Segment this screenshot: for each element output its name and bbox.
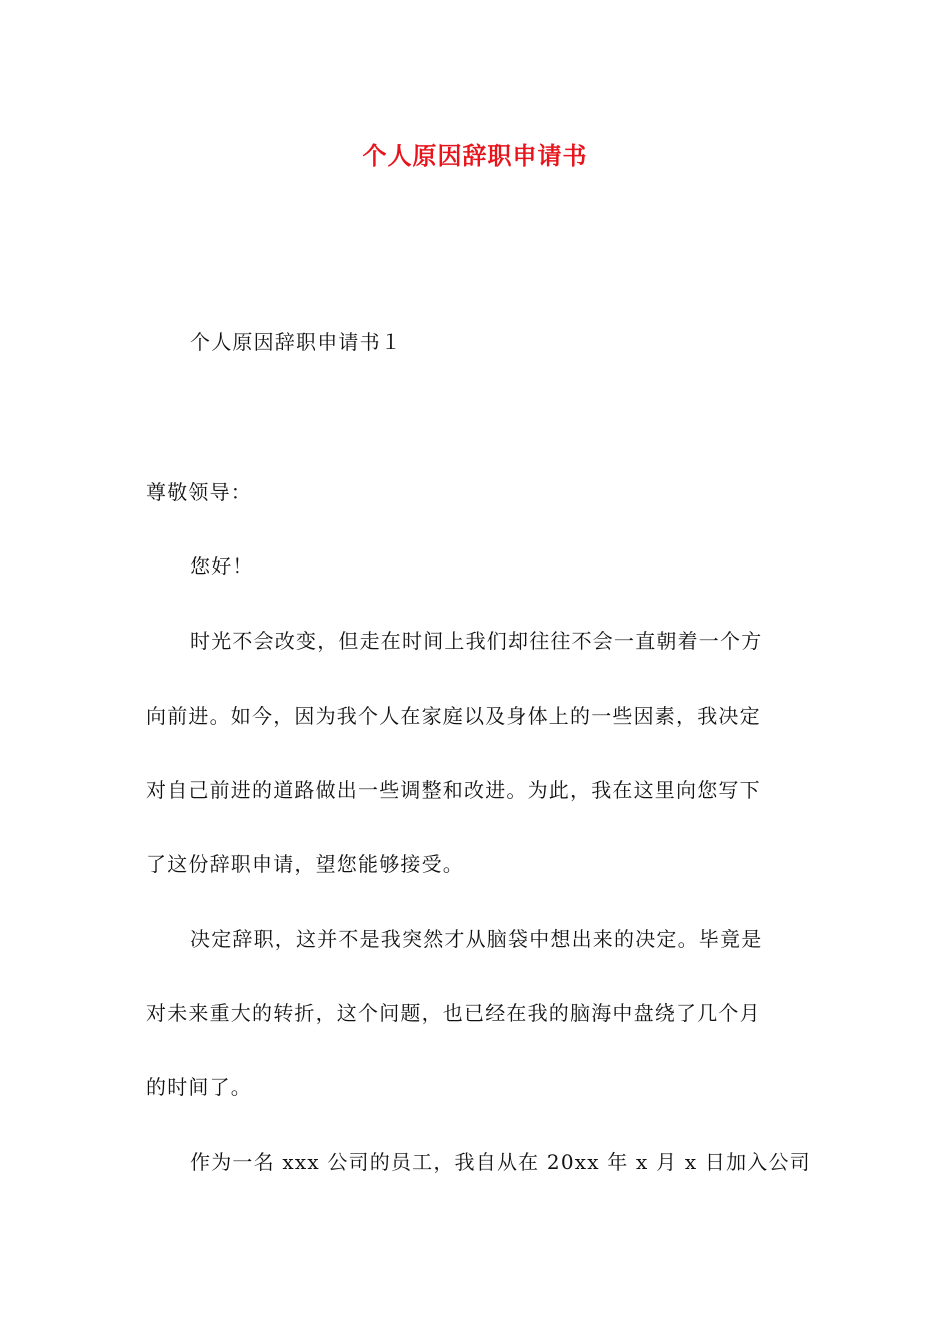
section-heading: 个人原因辞职申请书１	[190, 330, 402, 354]
paragraph-1-line-3: 对自己前进的道路做出一些调整和改进。为此，我在这里向您写下	[146, 778, 761, 802]
paragraph-2-line-2: 对未来重大的转折，这个问题，也已经在我的脑海中盘绕了几个月	[146, 1001, 761, 1025]
paragraph-2-line-1: 决定辞职，这并不是我突然才从脑袋中想出来的决定。毕竟是	[190, 927, 763, 951]
paragraph-1-line-2: 向前进。如今，因为我个人在家庭以及身体上的一些因素，我决定	[146, 704, 761, 728]
paragraph-3-line-1: 作为一名 xxx 公司的员工，我自从在 20xx 年 x 月 x 日加入公司	[190, 1150, 811, 1174]
paragraph-1-line-4: 了这份辞职申请，望您能够接受。	[146, 852, 464, 876]
greeting: 您好！	[190, 554, 254, 578]
salutation: 尊敬领导：	[146, 480, 252, 504]
document-title: 个人原因辞职申请书	[362, 141, 588, 170]
paragraph-2-line-3: 的时间了。	[146, 1075, 252, 1099]
paragraph-1-line-1: 时光不会改变，但走在时间上我们却往往不会一直朝着一个方	[190, 629, 763, 653]
